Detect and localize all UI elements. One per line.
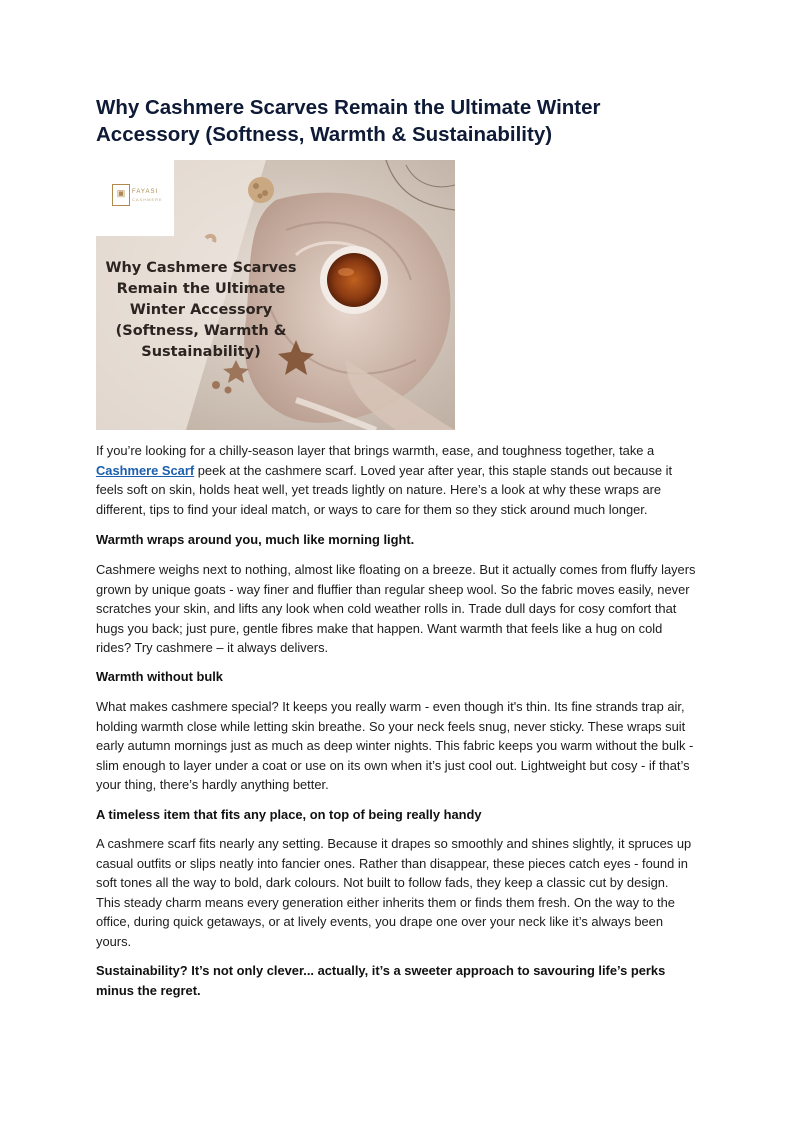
- section-paragraph-timeless-item: A cashmere scarf fits nearly any setting. Because it drapes so smoothly and shines slightly, it spruces up casual outfits or slips neatly into fancier ones. Rather than disappear, these pieces catch eyes - found in soft tones all the way to bold, dark colours. Not built to follow fads, they keep a classic cut by design. This steady charm means every generation either inherits them or finds them fresh. On the way to the office, during quick getaways, or at lively events, you drape one over your neck like it’s always been yours.: [96, 836, 692, 949]
- section-heading-warmth-wraps: Warmth wraps around you, much like morning light.: [96, 532, 415, 547]
- brand-logo: [96, 160, 174, 236]
- hero-image: [96, 160, 455, 430]
- article-title: Why Cashmere Scarves Remain the Ultimate Winter Accessory (Softness, Warmth & Sustainability): [96, 96, 601, 146]
- intro-paragraph: [96, 441, 696, 519]
- cashmere-scarf-link[interactable]: Cashmere Scarf: [96, 462, 195, 478]
- intro-text-after-link: peek at the cashmere scarf. Loved year after year, this staple stands out because it feels soft on skin, holds heat well, yet treads lightly on nature. Here’s a look at why these wraps are different, tips to find your ideal match, or ways to care for them so they stick around much longer.: [96, 462, 673, 517]
- section-heading-sustainability: Sustainability? It’s not only clever... actually, it’s a sweeter approach to savouring life’s perks minus the regret.: [96, 963, 666, 998]
- brand-logo-mark-icon: ▣: [112, 184, 130, 206]
- hero-overlay-text: Why Cashmere Scarves Remain the Ultimate Winter Accessory (Softness, Warmth & Sustainability): [105, 260, 297, 360]
- intro-text-before-link: If you’re looking for a chilly-season layer that brings warmth, ease, and toughness together, take a: [96, 443, 655, 458]
- brand-logo-text: FAYASI: [132, 189, 159, 195]
- brand-logo-subtext: CASHMERE: [132, 197, 163, 202]
- section-paragraph-warmth-without-bulk: What makes cashmere special? It keeps you really warm - even though it's thin. Its fine strands trap air, holding warmth close while letting skin breathe. So your neck feels snug, never sticky. These wraps suit early autumn mornings just as much as deep winter nights. This fabric keeps you warm without the bulk - slim enough to layer under a coat or use on its own when it’s just cool out. Lightweight but cosy - if that’s your thing, there’s hardly anything better.: [96, 699, 694, 792]
- section-heading-warmth-without-bulk: Warmth without bulk: [96, 669, 223, 684]
- section-paragraph-warmth-wraps: Cashmere weighs next to nothing, almost like floating on a breeze. But it actually comes from fluffy layers grown by unique goats - way finer and fluffier than regular sheep wool. So the fabric moves easily, never scratches your skin, and lifts any look when cold weather rolls in. Trade dull days for cosy comfort that hugs you back; just pure, gentle fibres make that happen. Want warmth that feels like a hug on cold rides? Try cashmere – it always delivers.: [96, 562, 696, 655]
- section-heading-timeless-item: A timeless item that fits any place, on top of being really handy: [96, 807, 482, 822]
